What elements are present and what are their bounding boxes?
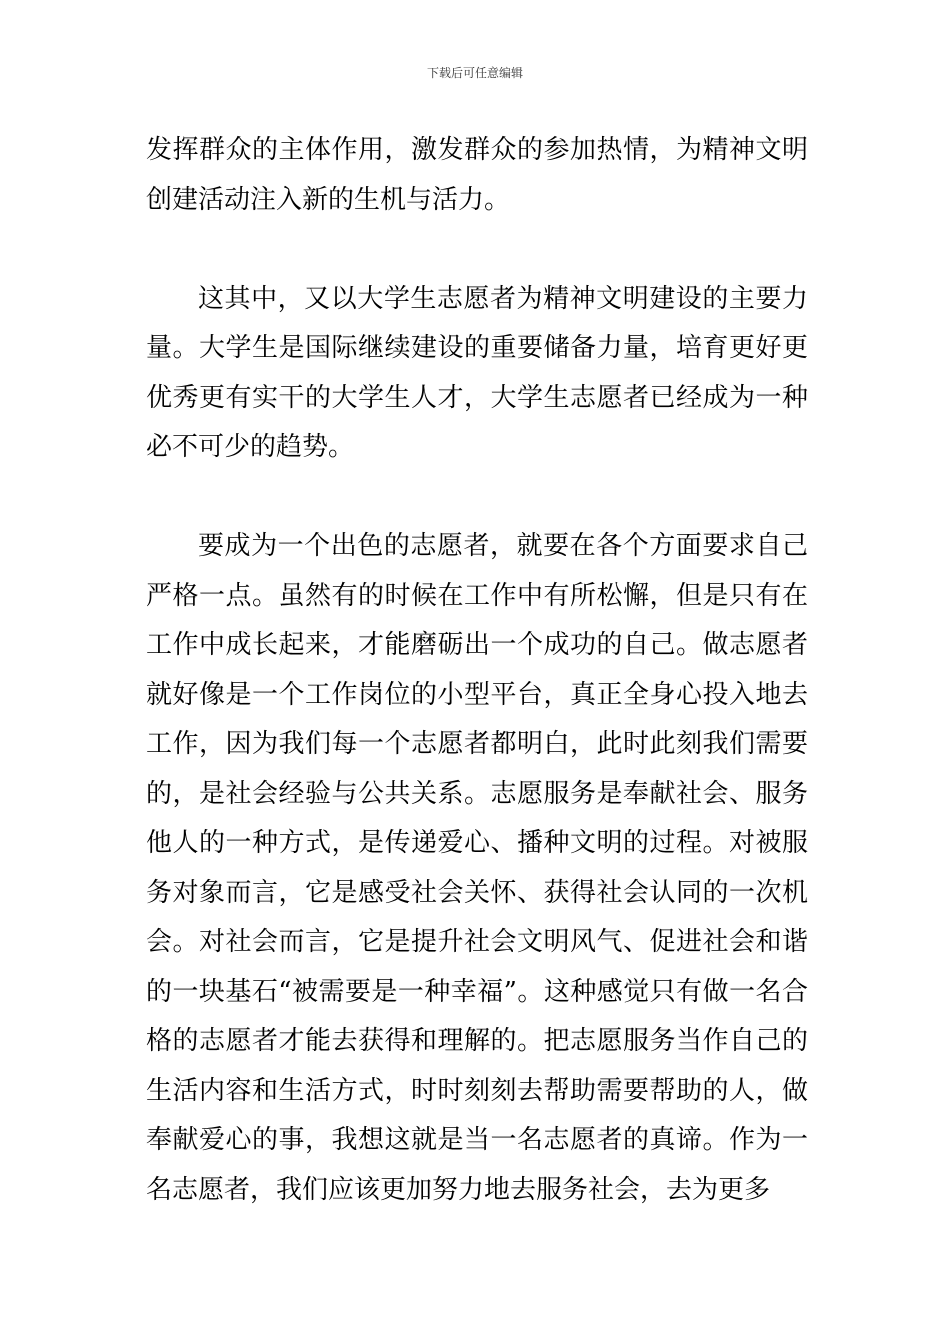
page-header-note: 下载后可任意编辑 [426, 66, 523, 80]
paragraph-1: 发挥群众的主体作用，激发群众的参加热情，为精神文明创建活动注入新的生机与活力。 [146, 135, 808, 215]
document-body [146, 126, 808, 1215]
paragraph-gap [146, 225, 808, 275]
paragraph-2: 这其中，又以大学生志愿者为精神文明建设的主要力量。大学生是国际继续建设的重要储备力量，培育更好更优秀更有实干的大学生人才，大学生志愿者已经成为一种必不可少的趋势。 [146, 283, 808, 462]
paragraph-gap [146, 473, 808, 523]
paragraph-3: 要成为一个出色的志愿者，就要在各个方面要求自己严格一点。虽然有的时候在工作中有所松懈，但是只有在工作中成长起来，才能磨砺出一个成功的自己。做志愿者就好像是一个工作岗位的小型平台，真正全身心投入地去工作，因为我们每一个志愿者都明白，此时此刻我们需要的，是社会经验与公共关系。志愿服务是奉献社会、服务他人的一种方式，是传递爱心、播种文明的过程。对被服务对象而言，它是感受社会关怀、获得社会认同的一次机会。对社会而言，它是提升社会文明风气、促进社会和谐的一块基石“被需要是一种幸福”。这种感觉只有做一名合格的志愿者才能去获得和理解的。把志愿服务当作自己的生活内容和生活方式，时时刻刻去帮助需要帮助的人，做奉献爱心的事，我想这就是当一名志愿者的真谛。作为一名志愿者，我们应该更加努力地去服务社会，去为更多 [146, 531, 808, 1205]
